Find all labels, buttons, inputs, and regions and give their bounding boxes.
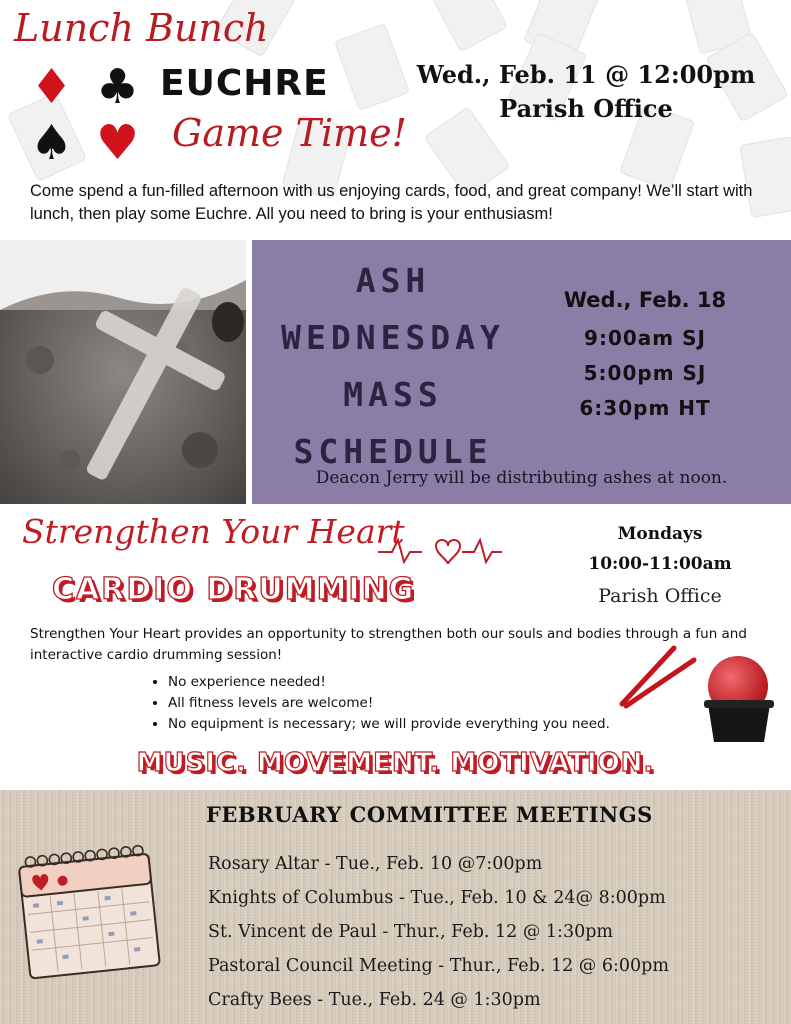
list-item: • All fitness levels are welcome! xyxy=(168,693,610,714)
list-item: Knights of Columbus - Tue., Feb. 10 & 24@ 8:00pm xyxy=(208,888,666,908)
cardio-day: Mondays xyxy=(617,524,703,544)
club-suit-icon: ♣ xyxy=(96,59,140,115)
ash-title-line: WEDNESDAY xyxy=(281,318,505,357)
background-card xyxy=(334,23,410,111)
meetings-list xyxy=(208,847,669,1017)
ash-title-line: MASS xyxy=(343,375,443,414)
ash-wednesday-title xyxy=(268,252,518,480)
euchre-location: Parish Office xyxy=(499,94,673,123)
mass-time: 5:00pm SJ xyxy=(583,361,707,385)
meetings-heading: FEBRUARY COMMITTEE MEETINGS xyxy=(206,802,653,827)
ash-title-line: ASH xyxy=(355,261,431,300)
euchre-event-info xyxy=(400,58,772,126)
list-item: St. Vincent de Paul - Thur., Feb. 12 @ 1:30pm xyxy=(208,922,614,942)
mass-time: 6:30pm HT xyxy=(579,396,711,420)
list-item: • No experience needed! xyxy=(168,672,610,693)
exercise-ball-bucket-icon xyxy=(700,654,780,744)
cardio-time: 10:00-11:00am xyxy=(588,554,732,574)
calendar-icon xyxy=(14,842,166,982)
cardio-bullet-list xyxy=(150,672,610,735)
ash-title-line: SCHEDULE xyxy=(293,432,493,471)
ashes-distribution-note: Deacon Jerry will be distributing ashes at noon. xyxy=(315,468,728,488)
list-item: Rosary Altar - Tue., Feb. 10 @7:00pm xyxy=(208,854,543,874)
diamond-suit-icon: ♦ xyxy=(30,59,74,115)
strengthen-your-heart-title: Strengthen Your Heart xyxy=(22,512,405,551)
cardio-drumming-title: CARDIO DRUMMING xyxy=(52,572,416,607)
euchre-title: EUCHRE xyxy=(160,63,329,104)
euchre-datetime: Wed., Feb. 11 @ 12:00pm xyxy=(416,60,756,89)
background-card xyxy=(426,0,508,52)
lunch-bunch-title: Lunch Bunch xyxy=(14,6,269,50)
drumsticks-icon xyxy=(618,644,698,710)
spade-suit-icon: ♠ xyxy=(30,115,74,171)
euchre-description: Come spend a fun-filled afternoon with us enjoying cards, food, and great company! We’ll start with lunch, then play some Euchre. All you need to bring is your enthusiasm! xyxy=(30,182,753,223)
cardio-location: Parish Office xyxy=(598,585,722,607)
list-item: • No equipment is necessary; we will provide everything you need. xyxy=(168,714,610,735)
list-item: Pastoral Council Meeting - Thur., Feb. 12 @ 6:00pm xyxy=(208,956,669,976)
heartbeat-line-icon xyxy=(378,530,502,570)
cardio-tagline: MUSIC. MOVEMENT. MOTIVATION. xyxy=(136,748,655,778)
heart-suit-icon: ♥ xyxy=(96,115,140,171)
list-item: Crafty Bees - Tue., Feb. 24 @ 1:30pm xyxy=(208,990,541,1010)
cardio-description: Strengthen Your Heart provides an opportunity to strengthen both our souls and bodies through a fun and interactive cardio drumming session! xyxy=(30,626,747,663)
ash-cross-image xyxy=(0,240,246,504)
mass-time: 9:00am SJ xyxy=(584,326,706,350)
ash-wednesday-date: Wed., Feb. 18 xyxy=(563,288,727,312)
ash-cross-photo xyxy=(0,240,246,504)
game-time-title: Game Time! xyxy=(172,111,407,155)
